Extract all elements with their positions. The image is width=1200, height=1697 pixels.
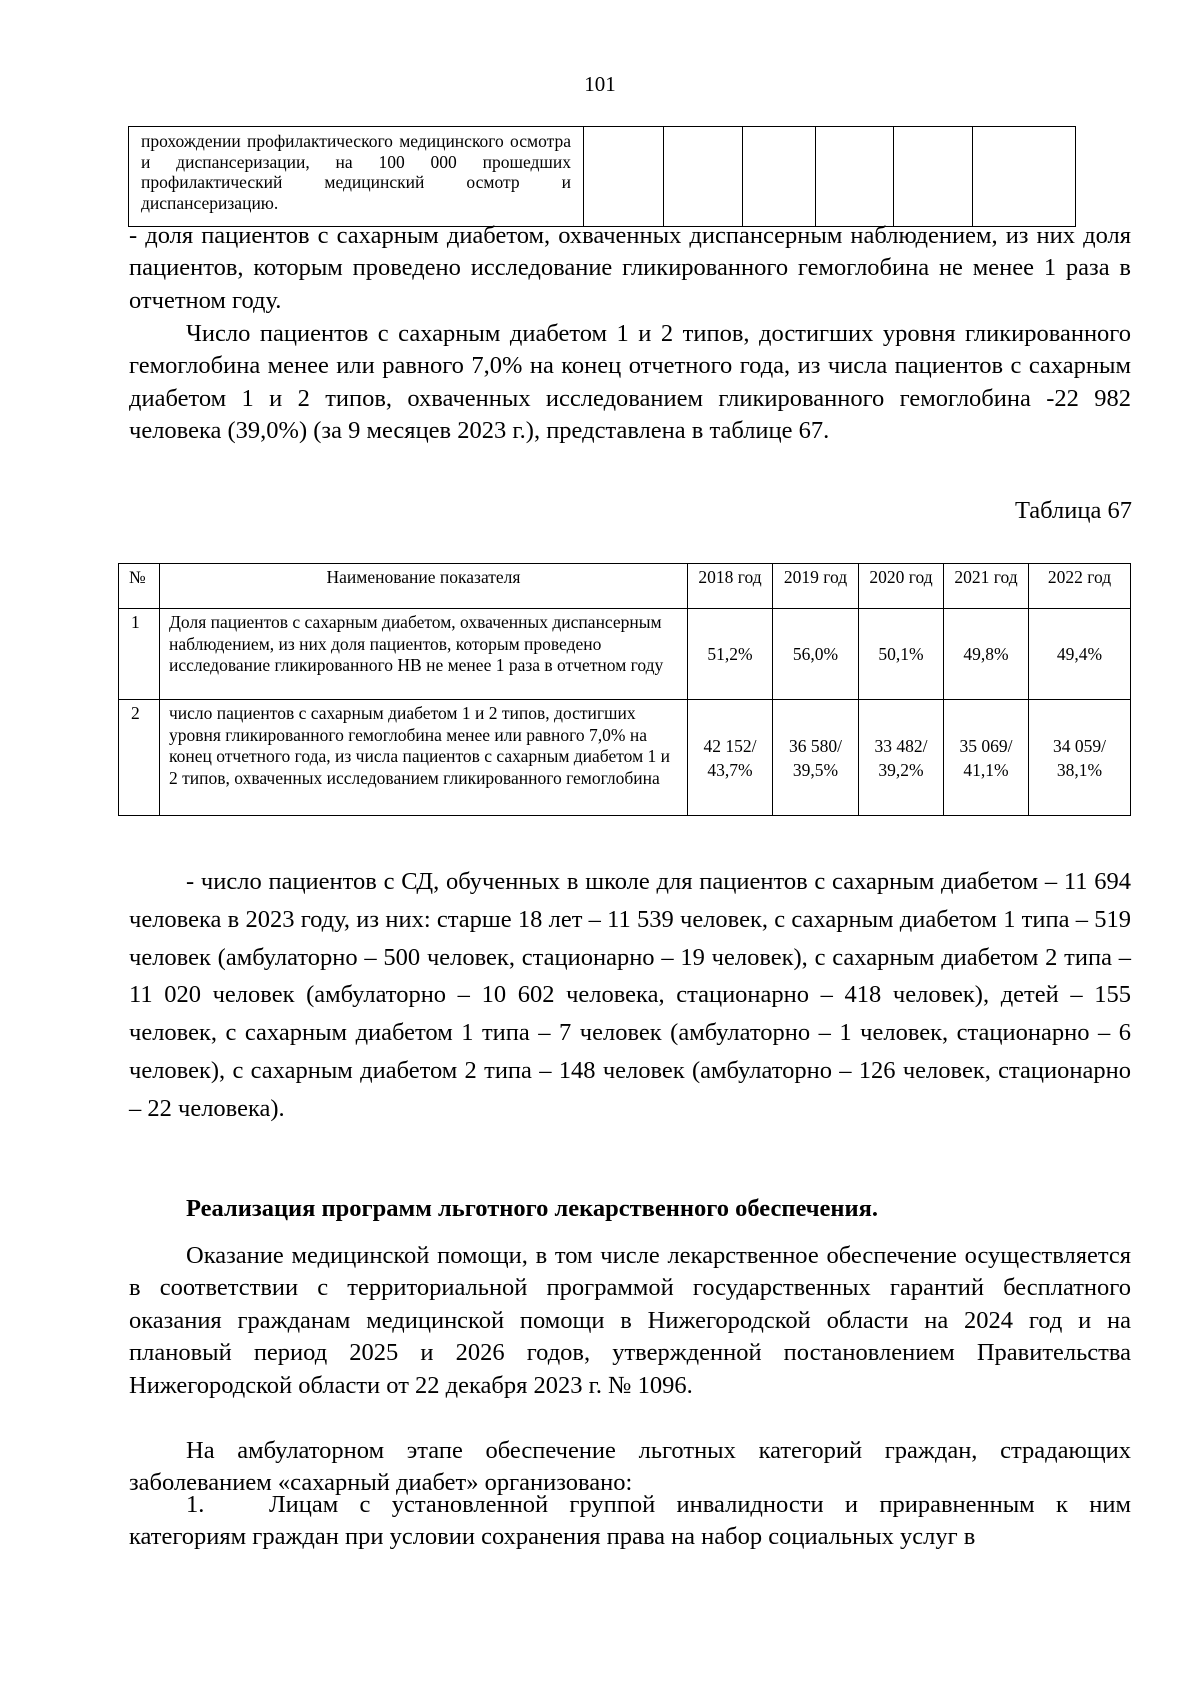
row-value: 56,0% <box>773 609 859 700</box>
page-number: 101 <box>584 72 616 96</box>
table-row <box>119 609 1131 700</box>
table-row <box>119 700 1131 816</box>
continued-table-cell <box>894 127 973 227</box>
continued-table <box>128 126 1076 227</box>
row-number: 2 <box>119 700 160 816</box>
row-value: 33 482/ 39,2% <box>859 700 944 816</box>
header-year: 2021 год <box>944 564 1029 609</box>
section-heading: Реализация программ льготного лекарственного обеспечения. <box>186 1195 879 1222</box>
continued-table-cell <box>664 127 743 227</box>
row-value: 50,1% <box>859 609 944 700</box>
continued-table-cell <box>743 127 816 227</box>
continued-table-text-last: диспансеризацию. <box>141 192 279 213</box>
row-value: 42 152/ 43,7% <box>688 700 773 816</box>
list-item <box>129 1489 1131 1554</box>
header-num: № <box>119 564 160 609</box>
header-year: 2019 год <box>773 564 859 609</box>
row-value: 49,8% <box>944 609 1029 700</box>
paragraph-outpatient: На амбулаторном этапе обеспечение льготных категорий граждан, страдающих заболеванием «сахарный диабет» организовано: <box>129 1437 1131 1497</box>
paragraph-medical-care: Оказание медицинской помощи, в том числе лекарственное обеспечение осуществляется в соответствии с территориальной программой государственных гарантий бесплатного оказания гражданам медицинской помощи в Нижегородской области на 2024 год и на плановый период 2025 и 2026 годов, утвержденной постановлением Правительства Нижегородской области от 22 декабря 2023 г. № 1096. <box>129 1242 1131 1399</box>
row-value: 51,2% <box>688 609 773 700</box>
header-year: 2020 год <box>859 564 944 609</box>
indicator-table <box>118 563 1131 816</box>
table-caption: Таблица 67 <box>1014 497 1132 524</box>
row-value: 49,4% <box>1029 609 1131 700</box>
row-value: 35 069/ 41,1% <box>944 700 1029 816</box>
continued-table-text-cell <box>129 127 584 227</box>
paragraph-share-patients: - доля пациентов с сахарным диабетом, охваченных диспансерным наблюдением, из них доля пациентов, которым проведено исследование гликированного гемоглобина не менее 1 раза в отчетном году. <box>129 222 1131 314</box>
paragraph-diabetes-school: - число пациентов с СД, обученных в школе для пациентов с сахарным диабетом – 11 694 человека в 2023 году, из них: старше 18 лет – 11 539 человек, с сахарным диабетом 1 типа – 519 человек (амбулаторно – 500 человек, стационарно – 19 человек), с сахарным диабетом 2 типа – 11 020 человек (амбулаторно – 10 602 человека, стационарно – 418 человек), детей – 155 человек, с сахарным диабетом 1 типа – 7 человек (амбулаторно – 1 человек, стационарно – 6 человек), с сахарным диабетом 2 типа – 148 человек (амбулаторно – 126 человек, стационарно – 22 человека). <box>129 868 1131 1122</box>
paragraph-patient-count: Число пациентов с сахарным диабетом 1 и 2 типов, достигших уровня гликированного гемоглобина менее или равного 7,0% на конец отчетного года, из числа пациентов с сахарным диабетом 1 и 2 типов, охваченных исследованием гликированного гемоглобина -22 982 человека (39,0%) (за 9 месяцев 2023 г.), представлена в таблице 67. <box>129 320 1131 445</box>
continued-table-cell <box>973 127 1076 227</box>
continued-table-cell <box>816 127 894 227</box>
continued-table-cell <box>584 127 664 227</box>
header-year: 2022 год <box>1029 564 1131 609</box>
list-item-number: 1. <box>186 1491 205 1518</box>
row-indicator: число пациентов с сахарным диабетом 1 и 2 типов, достигших уровня гликированного гемоглобина менее или равного 7,0% на конец отчетного года, из числа пациентов с сахарным диабетом 1 и 2 типов, охваченных исследованием гликированного гемоглобина <box>160 700 688 816</box>
row-value: 36 580/ 39,5% <box>773 700 859 816</box>
row-value: 34 059/ 38,1% <box>1029 700 1131 816</box>
continued-table-text: прохождении профилактического медицинского осмотра и диспансеризации, на 100 000 прошедших профилактический медицинский осмотр и <box>141 131 571 192</box>
row-indicator: Доля пациентов с сахарным диабетом, охваченных диспансерным наблюдением, из них доля пациентов, которым проведено исследование гликированного НВ не менее 1 раза в отчетном году <box>160 609 688 700</box>
row-number: 1 <box>119 609 160 700</box>
list-item-text: Лицам с установленной группой инвалидности и приравненным к ним категориям граждан при условии сохранения права на набор социальных услуг в <box>129 1491 1131 1551</box>
header-indicator: Наименование показателя <box>160 564 688 609</box>
header-year: 2018 год <box>688 564 773 609</box>
